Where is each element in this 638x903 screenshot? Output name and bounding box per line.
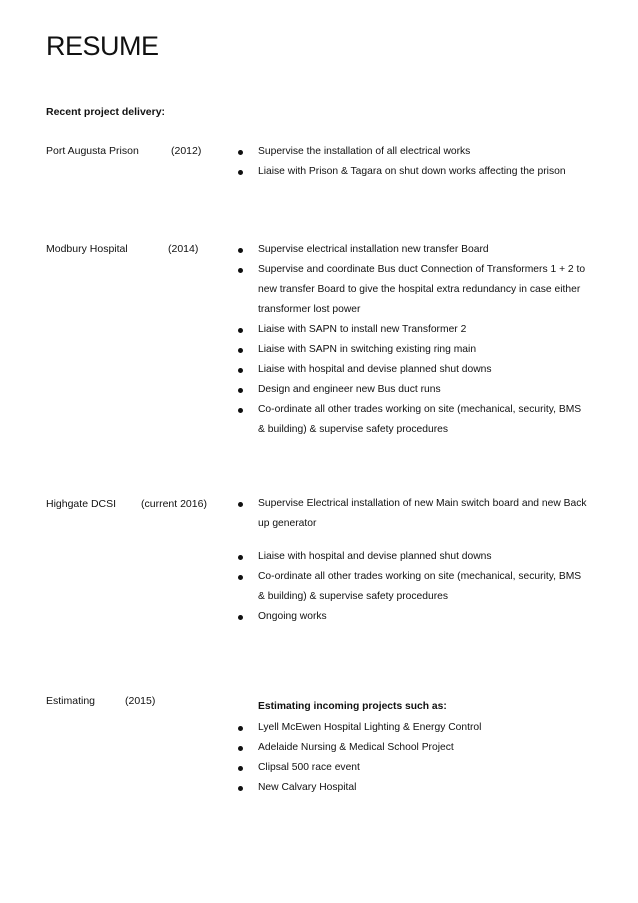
- project-name-estimating: Estimating: [46, 695, 96, 707]
- bullet-item: Liaise with SAPN to install new Transformer 2: [236, 320, 588, 340]
- bullet-item: Ongoing works: [236, 607, 588, 627]
- bullet-item: Supervise the installation of all electrical works: [236, 142, 588, 162]
- project-bullets-modbury: [236, 240, 588, 440]
- project-year-highgate: (current 2016): [141, 498, 207, 510]
- project-year-port-augusta: (2012): [171, 145, 202, 157]
- bullet-item: Liaise with hospital and devise planned shut downs: [236, 360, 588, 380]
- bullet-item: Supervise electrical installation new transfer Board: [236, 240, 588, 260]
- resume-title: RESUME: [46, 31, 159, 61]
- bullet-item: Co-ordinate all other trades working on site (mechanical, security, BMS & building) & supervise safety procedures: [236, 567, 588, 607]
- bullet-item: Design and engineer new Bus duct runs: [236, 380, 588, 400]
- section-heading: Recent project delivery:: [46, 106, 166, 118]
- project-name-modbury: Modbury Hospital: [46, 243, 128, 255]
- project-bullets-highgate: [236, 494, 588, 627]
- project-year-modbury: (2014): [168, 243, 199, 255]
- estimating-heading: Estimating incoming projects such as:: [258, 701, 447, 712]
- bullet-item: Supervise and coordinate Bus duct Connection of Transformers 1 + 2 to new transfer Board to give the hospital extra redundancy in case either transformer lost power: [236, 260, 588, 320]
- bullet-item: Supervise Electrical installation of new Main switch board and new Back up generator: [236, 494, 588, 534]
- bullet-item: Clipsal 500 race event: [236, 758, 588, 778]
- project-name-port-augusta: Port Augusta Prison: [46, 145, 139, 157]
- project-bullets-estimating: [236, 718, 588, 798]
- bullet-item: Adelaide Nursing & Medical School Project: [236, 738, 588, 758]
- bullet-item: Liaise with hospital and devise planned shut downs: [236, 547, 588, 567]
- bullet-item: Liaise with Prison & Tagara on shut down works affecting the prison: [236, 162, 588, 182]
- project-name-highgate: Highgate DCSI: [46, 498, 117, 510]
- bullet-item: Liaise with SAPN in switching existing ring main: [236, 340, 588, 360]
- project-bullets-port-augusta: [236, 142, 588, 182]
- project-year-estimating: (2015): [125, 695, 156, 707]
- bullet-item: Co-ordinate all other trades working on site (mechanical, security, BMS & building) & supervise safety procedures: [236, 400, 588, 440]
- bullet-item: Lyell McEwen Hospital Lighting & Energy Control: [236, 718, 588, 738]
- bullet-item: New Calvary Hospital: [236, 778, 588, 798]
